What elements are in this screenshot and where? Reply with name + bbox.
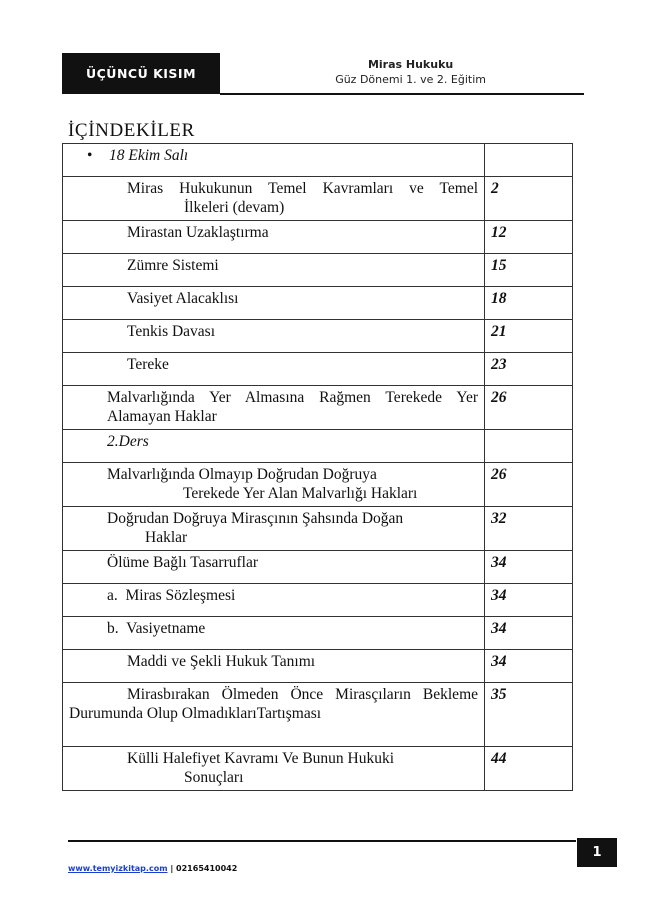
toc-row [63, 320, 573, 353]
toc-row [63, 747, 573, 791]
bullet-icon: • [87, 147, 93, 164]
header-info [335, 58, 486, 87]
toc-row [63, 430, 573, 463]
footer-divider [68, 840, 576, 842]
phone-number: 02165410042 [176, 864, 238, 873]
toc-label: 2.Ders [63, 430, 485, 463]
toc-row [63, 353, 573, 386]
toc-label: Miras Hukukunun Temel Kavramları ve Temel İlkeleri (devam) [63, 177, 485, 221]
toc-page: 34 [485, 617, 573, 650]
toc-page: 18 [485, 287, 573, 320]
toc-page [485, 144, 573, 177]
toc-page: 35 [485, 683, 573, 747]
toc-row [63, 144, 573, 177]
section-badge: ÜÇÜNCÜ KISIM [62, 53, 220, 94]
header-divider [220, 93, 584, 95]
toc-row [63, 221, 573, 254]
toc-page: 26 [485, 386, 573, 430]
toc-page: 26 [485, 463, 573, 507]
toc-label: Zümre Sistemi [63, 254, 485, 287]
toc-page: 34 [485, 650, 573, 683]
toc-label: Doğrudan Doğruya Mirasçının Şahsında Doğan Haklar [63, 507, 485, 551]
toc-page: 21 [485, 320, 573, 353]
toc-page: 34 [485, 551, 573, 584]
toc-label: Maddi ve Şekli Hukuk Tanımı [63, 650, 485, 683]
toc-page: 23 [485, 353, 573, 386]
toc-label: b. Vasiyetname [63, 617, 485, 650]
toc-page: 34 [485, 584, 573, 617]
toc-label: a. Miras Sözleşmesi [63, 584, 485, 617]
course-title: Miras Hukuku [367, 58, 454, 71]
toc-row [63, 584, 573, 617]
toc-label: Ölüme Bağlı Tasarruflar [63, 551, 485, 584]
toc-table [62, 143, 573, 791]
toc-page: 44 [485, 747, 573, 791]
toc-label: Mirastan Uzaklaştırma [63, 221, 485, 254]
website-link[interactable]: www.temyizkitap.com [68, 864, 168, 873]
footer-contact [68, 864, 237, 873]
toc-page [485, 430, 573, 463]
toc-row [63, 551, 573, 584]
toc-heading: İÇİNDEKİLER [68, 120, 195, 141]
toc-page: 15 [485, 254, 573, 287]
toc-row [63, 617, 573, 650]
course-subtitle: Güz Dönemi 1. ve 2. Eğitim [335, 73, 486, 86]
toc-row [63, 463, 573, 507]
toc-label: Tenkis Davası [63, 320, 485, 353]
toc-page: 2 [485, 177, 573, 221]
toc-row [63, 287, 573, 320]
toc-label: Külli Halefiyet Kavramı Ve Bunun Hukuki Sonuçları [63, 747, 485, 791]
toc-page: 32 [485, 507, 573, 551]
toc-row [63, 507, 573, 551]
toc-label: Mirasbırakan Ölmeden Önce Mirasçıların Bekleme Durumunda Olup OlmadıklarıTartışması [63, 683, 485, 747]
toc-row [63, 254, 573, 287]
toc-row [63, 683, 573, 747]
toc-row [63, 177, 573, 221]
toc-label: Tereke [63, 353, 485, 386]
footer-separator: | [170, 864, 174, 873]
toc-label: • 18 Ekim Salı [63, 144, 485, 177]
toc-page: 12 [485, 221, 573, 254]
toc-row [63, 650, 573, 683]
toc-label: Vasiyet Alacaklısı [63, 287, 485, 320]
toc-label: Malvarlığında Yer Almasına Rağmen Terekede Yer Alamayan Haklar [63, 386, 485, 430]
toc-label: Malvarlığında Olmayıp Doğrudan Doğruya Terekede Yer Alan Malvarlığı Hakları [63, 463, 485, 507]
page-number: 1 [577, 838, 617, 867]
toc-row [63, 386, 573, 430]
